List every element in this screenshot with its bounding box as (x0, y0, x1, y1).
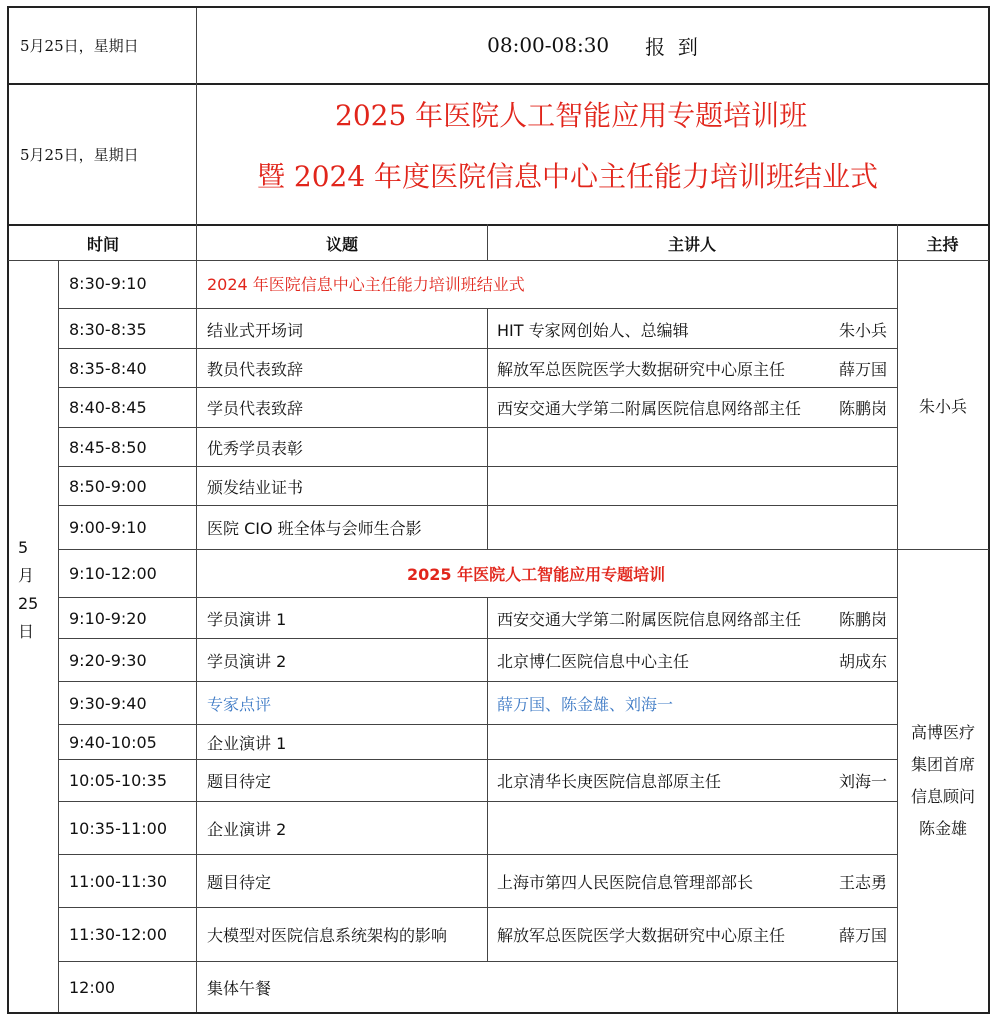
row-time: 8:30-9:10 (69, 273, 147, 293)
grid-line (58, 854, 897, 855)
grid-line (58, 724, 897, 725)
row-topic: 学员演讲 2 (207, 651, 287, 671)
grid-line (897, 224, 898, 1012)
speaker-name: 胡成东 (838, 651, 887, 671)
row-time: 8:45-8:50 (69, 437, 147, 457)
checkin-date: 5月25日，星期日 (20, 36, 139, 55)
grid-line (58, 387, 897, 388)
grid-line (58, 961, 897, 962)
speaker-name: 薛万国 (838, 359, 887, 379)
section-title: 2024 年医院信息中心主任能力培训班结业式 (207, 274, 525, 294)
row-time: 10:05-10:35 (69, 770, 167, 790)
day-label-month-num: 5 (18, 538, 29, 557)
grid-line (8, 260, 989, 261)
grid-line (58, 308, 897, 309)
speaker-name: 陈鹏岗 (838, 398, 887, 418)
row-topic: 优秀学员表彰 (207, 438, 304, 458)
row-time: 9:10-12:00 (69, 564, 157, 583)
host-cell-1: 朱小兵 (918, 396, 967, 416)
checkin-time-row (197, 8, 988, 82)
speaker-name: 陈鹏岗 (838, 609, 887, 629)
col-header-host: 主持 (926, 234, 959, 254)
row-topic: 医院 CIO 班全体与会师生合影 (207, 518, 422, 538)
day-label-month: 月 (18, 566, 35, 585)
row-topic: 结业式开场词 (207, 320, 304, 340)
grid-line (58, 466, 897, 467)
grid-line (58, 549, 989, 550)
row-topic: 专家点评 (207, 694, 272, 714)
row-time: 9:00-9:10 (69, 517, 147, 537)
row-time: 9:10-9:20 (69, 608, 147, 628)
row-time: 12:00 (69, 977, 116, 997)
grid-line (58, 348, 897, 349)
grid-line (487, 308, 488, 549)
grid-line (8, 224, 989, 226)
checkin-time: 08:00-08:30 (487, 33, 610, 57)
speaker-title: 北京清华长庚医院信息部原主任 (497, 771, 722, 791)
speaker-title: 上海市第四人民医院信息管理部部长 (497, 872, 754, 892)
row-topic: 学员演讲 1 (207, 609, 287, 629)
col-header-topic: 议题 (325, 234, 358, 254)
speaker-name: 刘海一 (838, 771, 887, 791)
title-line-2: 暨 2024 年度医院信息中心主任能力培训班结业式 (257, 160, 879, 193)
speaker-title: 解放军总医院医学大数据研究中心原主任 (497, 925, 786, 945)
row-topic: 集体午餐 (207, 978, 272, 998)
section-title: 2025 年医院人工智能应用专题培训 (407, 565, 666, 584)
grid-line (8, 83, 989, 85)
host2-line: 信息顾问 (910, 787, 975, 806)
row-time: 9:20-9:30 (69, 650, 147, 670)
row-time: 8:35-8:40 (69, 358, 147, 378)
row-speaker (487, 388, 897, 426)
row-topic: 题目待定 (207, 771, 272, 791)
row-topic: 学员代表致辞 (207, 398, 304, 418)
grid-line (487, 597, 488, 961)
speaker-title: 西安交通大学第二附属医院信息网络部主任 (497, 609, 802, 629)
row-speaker (487, 349, 897, 387)
row-topic: 大模型对医院信息系统架构的影响 (207, 925, 448, 945)
row-topic: 企业演讲 2 (207, 819, 287, 839)
speaker-name: 薛万国 (838, 925, 887, 945)
row-topic: 教员代表致辞 (207, 359, 304, 379)
grid-line (58, 801, 897, 802)
col-header-speaker: 主讲人 (667, 234, 716, 254)
grid-line (58, 759, 897, 760)
checkin-label: 报 到 (645, 34, 698, 59)
row-speaker (487, 598, 897, 638)
day-label-day: 日 (18, 622, 35, 641)
speaker-name: 朱小兵 (838, 320, 887, 340)
speaker-title: HIT 专家网创始人、总编辑 (497, 320, 689, 340)
row-speaker (487, 639, 897, 681)
title-line-1: 2025 年医院人工智能应用专题培训班 (335, 99, 808, 132)
row-time: 11:30-12:00 (69, 924, 167, 944)
grid-line (58, 505, 897, 506)
grid-line (58, 907, 897, 908)
grid-line (58, 681, 897, 682)
speaker-name: 王志勇 (838, 872, 887, 892)
grid-line (58, 427, 897, 428)
row-time: 8:40-8:45 (69, 397, 147, 417)
row-topic: 颁发结业证书 (207, 477, 304, 497)
row-time: 9:30-9:40 (69, 693, 147, 713)
row-speaker (487, 310, 897, 348)
row-topic: 题目待定 (207, 872, 272, 892)
row-speaker: 薛万国、陈金雄、刘海一 (497, 694, 674, 714)
row-topic: 企业演讲 1 (207, 733, 287, 753)
row-time: 9:40-10:05 (69, 732, 157, 752)
day-label-day-num: 25 (18, 594, 39, 613)
host-cell-2 (898, 550, 988, 1012)
host2-line: 高博医疗 (910, 723, 975, 742)
day-label (10, 525, 58, 655)
grid-line (58, 638, 897, 639)
row-time: 8:30-8:35 (69, 319, 147, 339)
grid-line (487, 224, 488, 260)
title-date: 5月25日，星期日 (20, 145, 139, 164)
speaker-title: 北京博仁医院信息中心主任 (497, 651, 690, 671)
grid-line (58, 597, 897, 598)
row-speaker (487, 760, 897, 800)
grid-line (196, 8, 197, 1012)
grid-line (58, 260, 59, 1012)
speaker-title: 西安交通大学第二附属医院信息网络部主任 (497, 398, 802, 418)
row-speaker (487, 855, 897, 907)
speaker-title: 解放军总医院医学大数据研究中心原主任 (497, 359, 786, 379)
row-time: 11:00-11:30 (69, 871, 167, 891)
row-speaker (487, 908, 897, 960)
col-header-time: 时间 (86, 234, 119, 254)
row-time: 10:35-11:00 (69, 818, 167, 838)
host2-line: 集团首席 (910, 755, 975, 774)
row-time: 8:50-9:00 (69, 476, 147, 496)
host2-line: 陈金雄 (918, 819, 967, 838)
